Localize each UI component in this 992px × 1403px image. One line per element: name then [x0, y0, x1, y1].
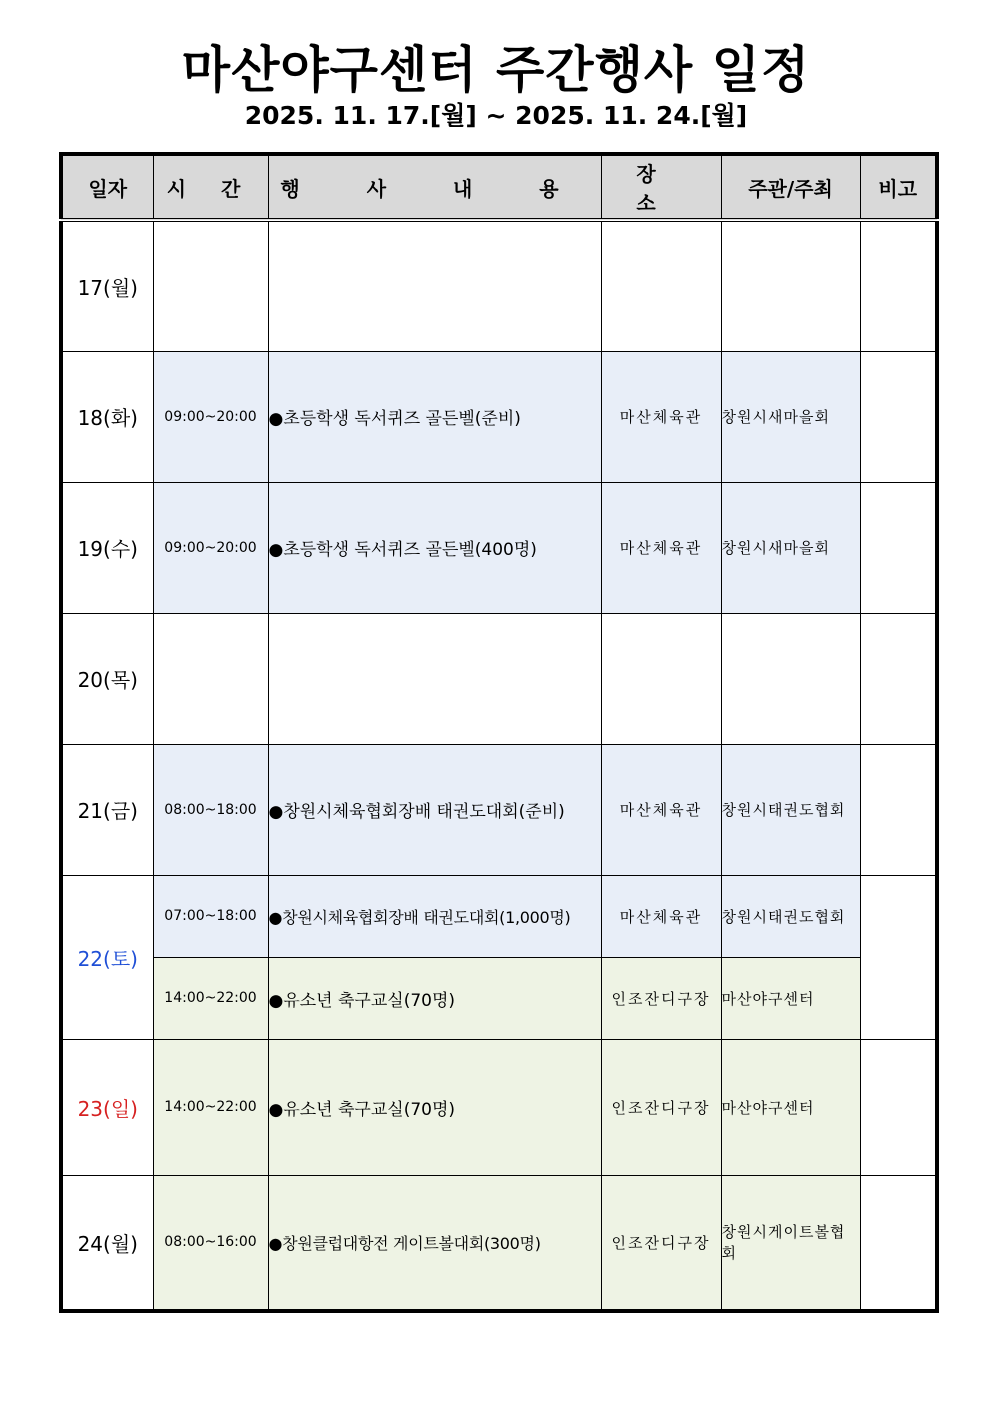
place-cell: 마산체육관 — [601, 744, 721, 875]
note-cell — [860, 744, 937, 875]
place-cell: 마산체육관 — [601, 482, 721, 613]
day-cell: 21(금) — [61, 744, 153, 875]
day-cell: 18(화) — [61, 351, 153, 482]
table-row — [61, 351, 937, 482]
day-cell: 24(월) — [61, 1175, 153, 1311]
date-range: 2025. 11. 17.[월] ~ 2025. 11. 24.[월] — [244, 101, 748, 130]
time-cell: 08:00~18:00 — [153, 744, 268, 875]
note-cell — [860, 1175, 937, 1311]
table-row — [61, 1175, 937, 1311]
organizer-cell: 창원시태권도협회 — [721, 875, 860, 957]
header-date: 일자 — [61, 154, 153, 220]
table-row — [61, 220, 937, 351]
place-cell: 인조잔디구장 — [601, 1039, 721, 1175]
content-cell — [268, 613, 601, 744]
note-cell — [860, 482, 937, 613]
organizer-cell: 창원시게이트볼협회 — [721, 1175, 860, 1311]
place-cell — [601, 613, 721, 744]
organizer-cell — [721, 220, 860, 351]
header-row — [61, 154, 937, 220]
place-cell — [601, 220, 721, 351]
content-cell: ●창원클럽대항전 게이트볼대회(300명) — [268, 1175, 601, 1311]
day-cell: 17(월) — [61, 220, 153, 351]
time-cell — [153, 613, 268, 744]
header-organizer: 주관/주최 — [721, 154, 860, 220]
note-cell — [860, 1039, 937, 1175]
content-cell: ●유소년 축구교실(70명) — [268, 1039, 601, 1175]
table-row — [61, 957, 937, 1039]
time-cell: 09:00~20:00 — [153, 482, 268, 613]
note-cell — [860, 613, 937, 744]
time-cell: 07:00~18:00 — [153, 875, 268, 957]
organizer-cell — [721, 613, 860, 744]
schedule-table — [59, 152, 939, 1313]
time-cell — [153, 220, 268, 351]
header-time: 시 간 — [153, 154, 268, 220]
day-cell: 23(일) — [61, 1039, 153, 1175]
content-cell: ●유소년 축구교실(70명) — [268, 957, 601, 1039]
place-cell: 마산체육관 — [601, 351, 721, 482]
day-cell: 20(목) — [61, 613, 153, 744]
place-cell: 인조잔디구장 — [601, 1175, 721, 1311]
organizer-cell: 창원시새마을회 — [721, 482, 860, 613]
header-content: 행 사 내 용 — [268, 154, 601, 220]
content-cell: ●초등학생 독서퀴즈 골든벨(준비) — [268, 351, 601, 482]
organizer-cell: 창원시태권도협회 — [721, 744, 860, 875]
place-cell: 인조잔디구장 — [601, 957, 721, 1039]
content-cell: ●창원시체육협회장배 태권도대회(준비) — [268, 744, 601, 875]
organizer-cell: 마산야구센터 — [721, 957, 860, 1039]
note-cell — [860, 351, 937, 482]
table-row — [61, 1039, 937, 1175]
day-cell: 19(수) — [61, 482, 153, 613]
day-cell: 22(토) — [61, 875, 153, 1039]
table-row — [61, 875, 937, 957]
organizer-cell: 마산야구센터 — [721, 1039, 860, 1175]
table-row — [61, 613, 937, 744]
content-cell: ●창원시체육협회장배 태권도대회(1,000명) — [268, 875, 601, 957]
content-cell: ●초등학생 독서퀴즈 골든벨(400명) — [268, 482, 601, 613]
table-row — [61, 482, 937, 613]
note-cell — [860, 875, 937, 1039]
time-cell: 09:00~20:00 — [153, 351, 268, 482]
header-place: 장 소 — [601, 154, 721, 220]
time-cell: 14:00~22:00 — [153, 1039, 268, 1175]
organizer-cell: 창원시새마을회 — [721, 351, 860, 482]
page-title: 마산야구센터 주간행사 일정 — [181, 41, 811, 99]
header-note: 비고 — [860, 154, 937, 220]
note-cell — [860, 220, 937, 351]
content-cell — [268, 220, 601, 351]
table-row — [61, 744, 937, 875]
time-cell: 08:00~16:00 — [153, 1175, 268, 1311]
place-cell: 마산체육관 — [601, 875, 721, 957]
time-cell: 14:00~22:00 — [153, 957, 268, 1039]
